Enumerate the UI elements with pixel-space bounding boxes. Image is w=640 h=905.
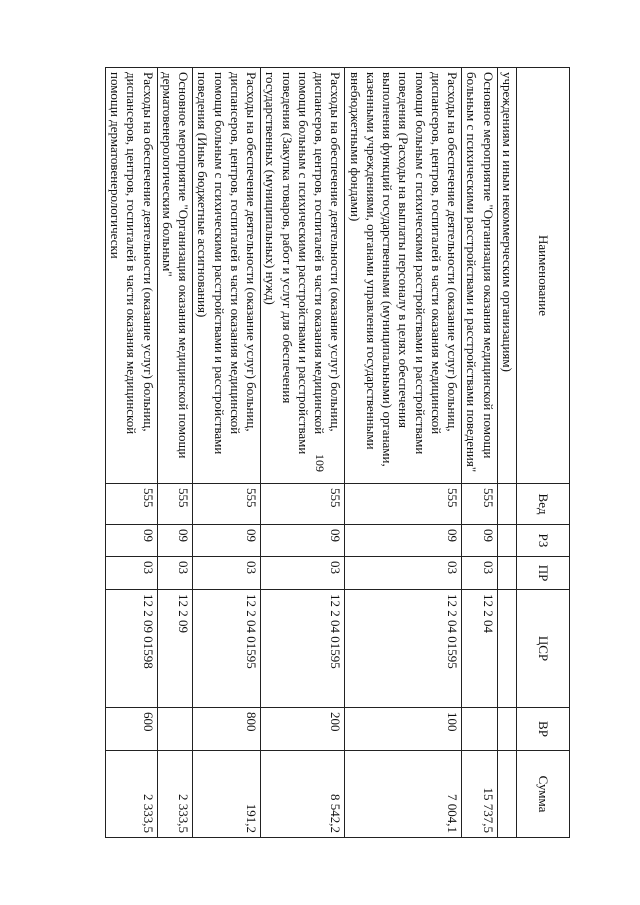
cell-pr: 03 [193, 557, 261, 590]
cell-csr: 12 2 04 01595 [261, 590, 345, 708]
cell-vr: 200 [261, 708, 345, 751]
cell-rz: 09 [345, 525, 462, 557]
cell-pr [497, 557, 516, 590]
table-row [157, 68, 193, 838]
cell-ved: 555 [345, 484, 462, 525]
cell-rz: 09 [261, 525, 345, 557]
cell-sum [497, 751, 516, 838]
cell-pr: 03 [462, 557, 498, 590]
cell-vr: 800 [193, 708, 261, 751]
header-pr: ПР [517, 557, 570, 590]
cell-sum: 2 333,5 [157, 751, 193, 838]
cell-csr: 12 2 04 01595 [193, 590, 261, 708]
cell-rz: 09 [462, 525, 498, 557]
cell-rz: 09 [106, 525, 158, 557]
rotated-page [70, 67, 570, 837]
table-row [193, 68, 261, 838]
cell-ved: 555 [462, 484, 498, 525]
cell-name: Основное мероприятие "Организация оказания медицинской помощи больным с психическими расстройствами и расстройствами поведения" [462, 68, 498, 484]
cell-ved: 555 [261, 484, 345, 525]
header-ved: Вед [517, 484, 570, 525]
header-rz: РЗ [517, 525, 570, 557]
cell-name: Расходы на обеспечение деятельности (оказание услуг) больниц, диспансеров, центров, госпиталей в части оказания медицинской помощи больным с психическими расстройствами и расстройствами поведения (Закупка товаров, работ и услуг для обеспечения государственных (муниципальных) нужд) [261, 68, 345, 484]
table-row [462, 68, 498, 838]
cell-name: Основное мероприятие "Организация оказания медицинской помощи дерматовенерологическим больным" [157, 68, 193, 484]
cell-pr: 03 [261, 557, 345, 590]
cell-csr [497, 590, 516, 708]
cell-rz: 09 [157, 525, 193, 557]
cell-ved: 555 [157, 484, 193, 525]
table-row [345, 68, 462, 838]
header-vr: ВР [517, 708, 570, 751]
cell-ved: 555 [193, 484, 261, 525]
cell-vr: 600 [106, 708, 158, 751]
cell-ved [497, 484, 516, 525]
cell-pr: 03 [157, 557, 193, 590]
page-number: 109 [313, 454, 327, 472]
header-sum: Сумма [517, 751, 570, 838]
cell-rz: 09 [193, 525, 261, 557]
cell-sum: 8 542,2 [261, 751, 345, 838]
cell-pr: 03 [345, 557, 462, 590]
header-csr: ЦСР [517, 590, 570, 708]
cell-vr [157, 708, 193, 751]
cell-vr: 100 [345, 708, 462, 751]
cell-sum: 7 004,1 [345, 751, 462, 838]
cell-vr [462, 708, 498, 751]
cell-sum: 191,2 [193, 751, 261, 838]
cell-csr: 12 2 04 01595 [345, 590, 462, 708]
table-row [497, 68, 516, 838]
cell-csr: 12 2 09 [157, 590, 193, 708]
cell-csr: 12 2 04 [462, 590, 498, 708]
cell-sum: 15 737,5 [462, 751, 498, 838]
budget-table [105, 67, 570, 838]
cell-name: Расходы на обеспечение деятельности (оказание услуг) больниц, диспансеров, центров, госпиталей в части оказания медицинской помощи дерматовенерологически [106, 68, 158, 484]
header-row [517, 68, 570, 838]
cell-rz [497, 525, 516, 557]
cell-name: Расходы на обеспечение деятельности (оказание услуг) больниц, диспансеров, центров, госпиталей в части оказания медицинской помощи больным с психическими расстройствами и расстройствами поведения (Иные бюджетные ассигнования) [193, 68, 261, 484]
cell-name: учреждениям и иным некоммерческим организациям) [497, 68, 516, 484]
cell-csr: 12 2 09 01598 [106, 590, 158, 708]
cell-sum: 2 333,5 [106, 751, 158, 838]
cell-pr: 03 [106, 557, 158, 590]
cell-vr [497, 708, 516, 751]
cell-ved: 555 [106, 484, 158, 525]
table-row [106, 68, 158, 838]
table-row [261, 68, 345, 838]
cell-name: Расходы на обеспечение деятельности (оказание услуг) больниц, диспансеров, центров, госпиталей в части оказания медицинской помощи больным с психическими расстройствами и расстройствами поведения (Расходы на выплаты персоналу в целях обеспечения выполнения функций государственными (муниципальными) органами, казенными учреждениями, органами управления государственными внебюджетными фондами) [345, 68, 462, 484]
header-name: Наименование [517, 68, 570, 484]
